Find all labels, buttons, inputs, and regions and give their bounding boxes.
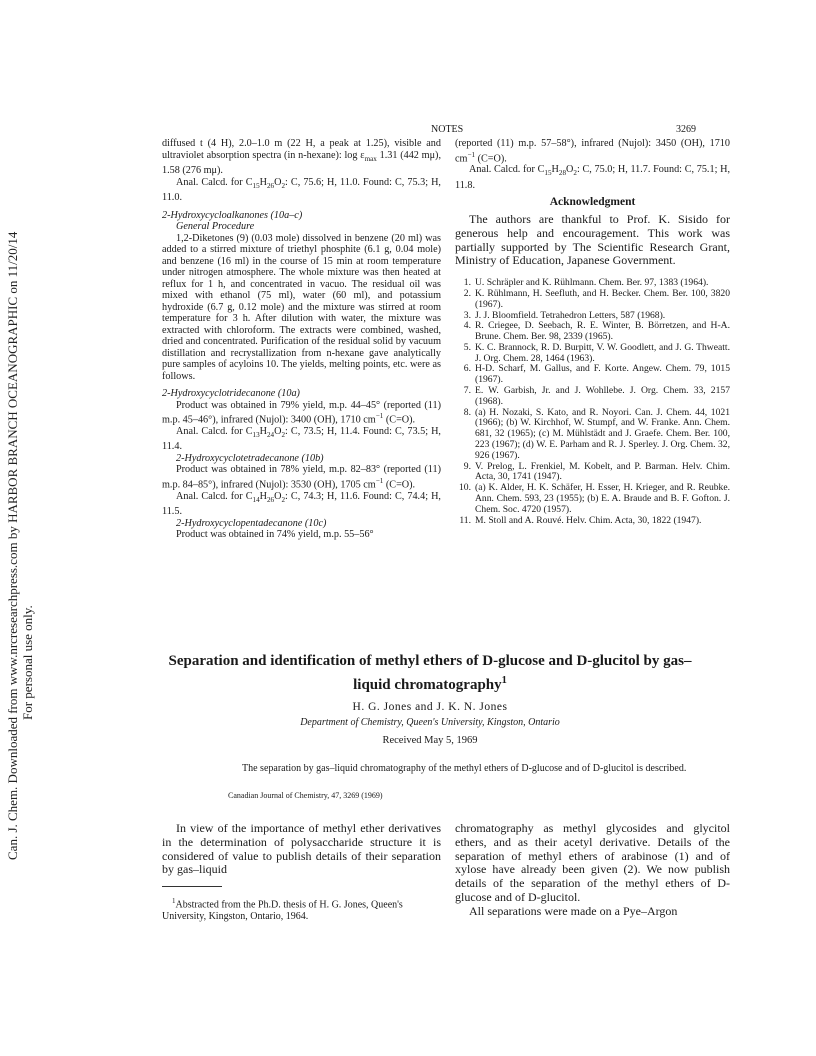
reference-number: 10. (459, 482, 471, 494)
reference-text: K. C. Brannock, R. D. Burpitt, V. W. Goodlett, and J. G. Thweatt. J. Org. Chem. 28, 1464 (1963). (475, 341, 730, 364)
download-notice-line1: Can. J. Chem. Downloaded from www.nrcresearchpress.com by HARBOR BRANCH OCEANOGRAPHIC on 11/20/14 (5, 231, 20, 860)
left-column-paragraph: Anal. Calcd. for $C_{13}H_{24}O_2$: C, 73.5; H, 11.4. Found: C, 73.5; H, 11.4. (162, 425, 441, 453)
right-column (455, 138, 730, 526)
right-column-paragraph: (reported (11) m.p. 57–58°), infrared (Nujol): 3450 (OH), 1710 $cm^{-1}$ (C=O). (455, 138, 730, 164)
body-left: In view of the importance of methyl ether derivatives in the determination of polysaccharide structure it is considered of value to publish details of their separation by gas–liquid (162, 821, 441, 877)
running-head: NOTES (431, 124, 464, 135)
left-column-paragraph: Anal. Calcd. for $C_{14}H_{26}O_2$: C, 74.3; H, 11.6. Found: C, 74.4; H, 11.5. (162, 490, 441, 518)
reference-item (455, 364, 730, 386)
abstract: The separation by gas–liquid chromatography of the methyl ethers of D-glucose and of D-glucitol is described. (242, 763, 687, 774)
left-column-paragraph: General Procedure (176, 221, 255, 233)
reference-item (455, 483, 730, 515)
reference-text: K. Rühlmann, H. Seefluth, and H. Becker. Chem. Ber. 100, 3820 (1967). (475, 287, 730, 310)
left-column (162, 138, 441, 541)
reference-number: 7. (463, 385, 471, 397)
reference-text: R. Criegee, D. Seebach, R. E. Winter, B. Börretzen, and H-A. Brune. Chem. Ber. 98, 2339 (1965). (475, 320, 730, 343)
right-column-paragraph: Anal. Calcd. for $C_{15}H_{28}O_2$: C, 75.0; H, 11.7. Found: C, 75.1; H, 11.8. (455, 164, 730, 191)
left-column-paragraph: Product was obtained in 78% yield, m.p. 82–83° (reported (11) m.p. 84–85°), infrared (Nujol): 3530 (OH), 1705 $cm^{-1}$ (C=O). (162, 464, 441, 491)
reference-item (455, 516, 730, 527)
reference-text: H-D. Scharf, M. Gallus, and F. Korte. Angew. Chem. 79, 1015 (1967). (475, 363, 730, 386)
journal-citation: Canadian Journal of Chemistry, 47, 3269 (1969) (228, 791, 383, 800)
reference-list (455, 278, 730, 526)
left-column-paragraph: Product was obtained in 79% yield, m.p. 44–45° (reported (11) m.p. 45–46°), infrared (Nujol): 3400 (OH), 1710 $cm^{-1}$ (C=O). (162, 399, 441, 426)
body-right-para2: All separations were made on a Pye–Argon (469, 903, 678, 918)
left-column-paragraph: 2-Hydroxycyclopentadecanone (10c) (176, 517, 327, 529)
reference-item (455, 343, 730, 365)
reference-text: (a) K. Alder, H. K. Schäfer, H. Esser, H. Krieger, and R. Reubke. Ann. Chem. 593, 23 (1955); (b) E. A. Braude and B. F. Gofton. J. Chem. Soc. 4720 (1957). (475, 482, 730, 515)
reference-number: 5. (463, 341, 471, 353)
reference-item (455, 462, 730, 484)
article-affiliation: Department of Chemistry, Queen's University, Kingston, Ontario (300, 717, 560, 728)
left-column-paragraph: 2-Hydroxycyclotridecanone (10a) (162, 388, 300, 400)
right-column-text (455, 138, 730, 191)
reference-text: (a) H. Nozaki, S. Kato, and R. Noyori. Can. J. Chem. 44, 1021 (1966); (b) W. Kirchhof, W. Stumpf, and W. Franke. Ann. Chem. 681, 32 (1965); (c) M. Mühlstädt and J. Graefe. Chem. Ber. 100, 223 (1967); (d) W. E. Parham and R. J. Sperley. J. Org. Chem. 32, 926 (1967). (475, 406, 730, 461)
reference-item (455, 321, 730, 343)
footnote-rule (162, 886, 222, 887)
left-column-paragraph: 2-Hydroxycyclotetradecanone (10b) (176, 452, 324, 464)
body-right-para1: chromatography as methyl glycosides and glycitol ethers, and as their acetyl derivative. Details of the separation of methyl ethers of arabinose (1) and of xylose have already been given (2). We now publish details of the separation of the methyl ethers of D-glucose and of D-glucitol. (455, 821, 730, 904)
reference-number: 6. (463, 363, 471, 375)
article-title: Separation and identification of methyl ethers of D-glucose and D-glucitol by gas–liquid chromatography$^1$ (168, 653, 692, 693)
reference-number: 3. (463, 309, 471, 321)
download-notice (3, 140, 39, 860)
reference-number: 9. (463, 460, 471, 472)
received-date: Received May 5, 1969 (382, 735, 478, 746)
reference-text: U. Schräpler and K. Rühlmann. Chem. Ber. 97, 1383 (1964). (475, 277, 709, 289)
reference-text: J. J. Bloomfield. Tetrahedron Letters, 587 (1968). (475, 309, 666, 321)
reference-number: 1. (463, 277, 471, 289)
download-notice-line2: For personal use only. (20, 605, 35, 720)
left-column-paragraph: Product was obtained in 74% yield, m.p. 55–56° (176, 529, 374, 541)
reference-text: M. Stoll and A. Rouvé. Helv. Chim. Acta, 30, 1822 (1947). (475, 514, 702, 526)
article-authors: H. G. Jones and J. K. N. Jones (352, 701, 508, 713)
footnote: $^1$Abstracted from the Ph.D. thesis of H. G. Jones, Queen's University, Kingston, Ontario, 1964. (162, 897, 403, 922)
left-column-paragraph: 1,2-Diketones (9) (0.03 mole) dissolved in benzene (20 ml) was added to a stirred mixture of triethyl phosphite (6.1 g, 0.04 mole) and benzene (16 ml) in the course of 15 min at room temperature under nitrogen atmosphere. The whole mixture was then heated at reflux for 1 h, and concentrated in vacuo. The residual oil was mixed with ethanol (75 ml), water (60 ml), and potassium hydroxide (6.7 g, 0.12 mole) and the mixture was stirred at room temperature for 3 h. After dilution with water, the mixture was extracted with chloroform. The extracts were combined, washed, dried and concentrated. Purification of the residual solid by vacuum distillation and recrystallization from n-hexane gave analytically pure samples of acyloins 10. The yields, melting points, etc. were as follows. (162, 232, 441, 382)
left-column-paragraph: 2-Hydroxycycloalkanones (10a–c) (162, 209, 303, 221)
reference-number: 11. (459, 514, 471, 526)
reference-item (455, 289, 730, 311)
reference-number: 4. (463, 320, 471, 332)
page-number: 3269 (676, 124, 696, 135)
reference-number: 2. (463, 287, 471, 299)
reference-text: E. W. Garbish, Jr. and J. Wohllebe. J. Org. Chem. 33, 2157 (1968). (475, 385, 730, 407)
reference-item (455, 408, 730, 462)
acknowledgment-text: The authors are thankful to Prof. K. Sisido for generous help and encouragement. This work was partially supported by The Scientific Research Grant, Ministry of Education, Japanese Government. (455, 211, 730, 268)
body-right (455, 822, 730, 919)
acknowledgment-heading: Acknowledgment (549, 196, 636, 209)
reference-item (455, 386, 730, 408)
reference-text: V. Prelog, L. Frenkiel, M. Kobelt, and P. Barman. Helv. Chim. Acta, 30, 1741 (1947). (475, 460, 730, 483)
left-column-paragraph: diffused t (4 H), 2.0–1.0 m (22 H, a peak at 1.25), visible and ultraviolet absorption spectra (in n-hexane): $\log \varepsilon_{max}$ 1.31 (442 mμ), 1.58 (276 mμ). (162, 138, 441, 177)
left-column-paragraph: Anal. Calcd. for $C_{15}H_{26}O_2$: C, 75.6; H, 11.0. Found: C, 75.3; H, 11.0. (162, 176, 441, 204)
reference-number: 8. (463, 406, 471, 418)
